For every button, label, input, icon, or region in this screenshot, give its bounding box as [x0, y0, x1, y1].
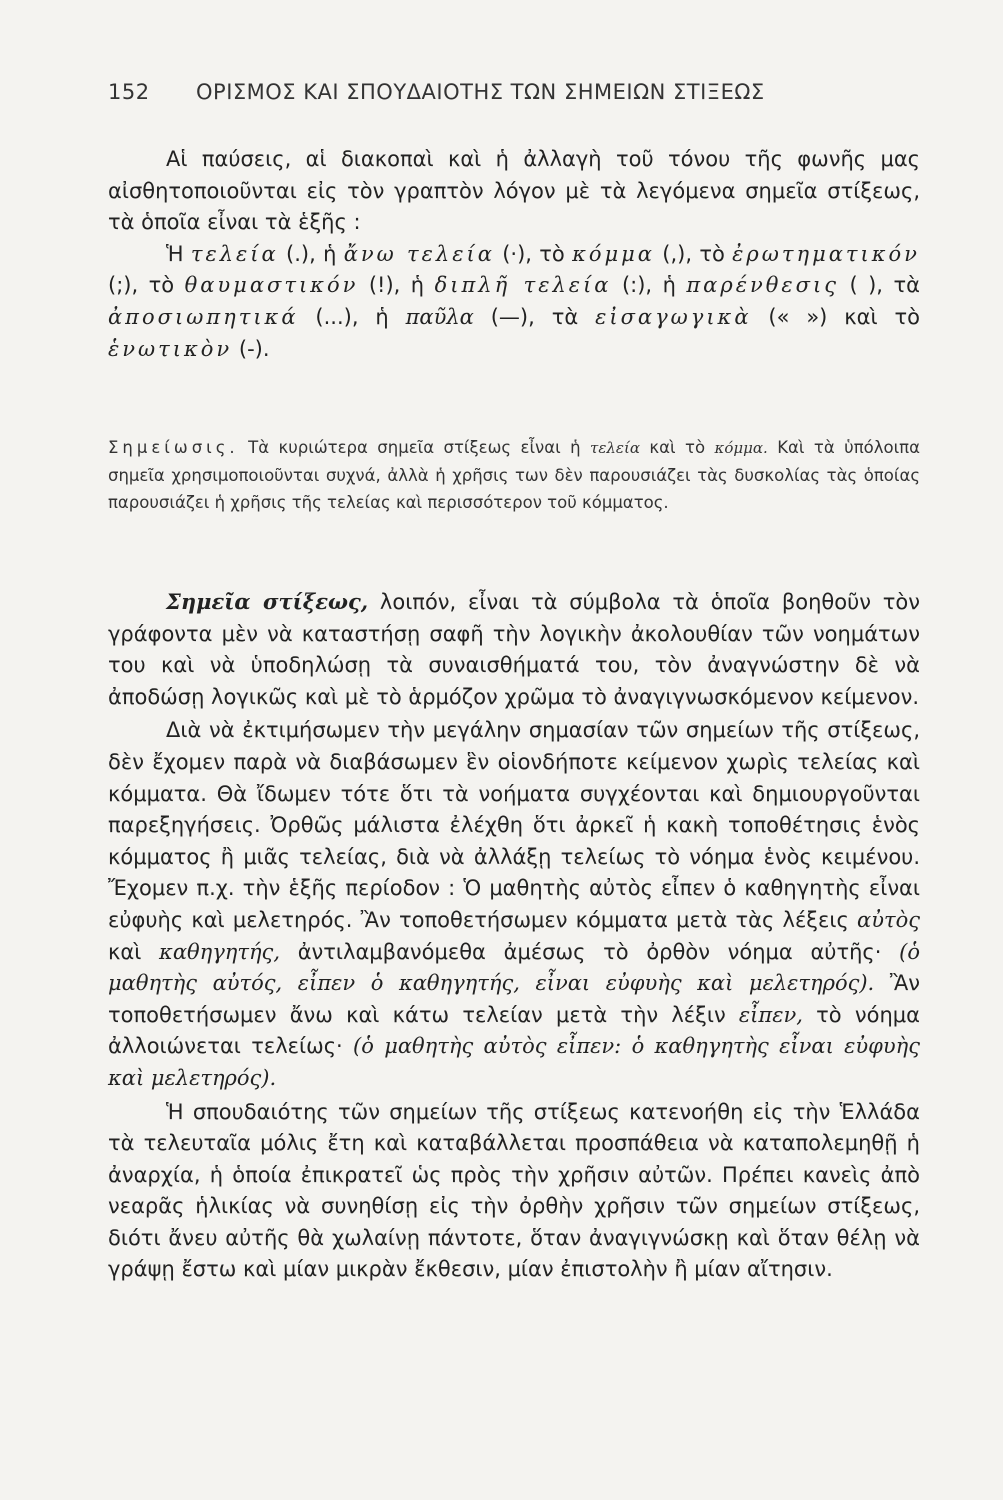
term-teleia: τελεία	[190, 241, 279, 266]
symbol-teleia: (.),	[286, 241, 316, 266]
term-ano-teleia: ἄνω τελεία	[343, 241, 495, 266]
note-word-komma: κόμμα.	[714, 439, 768, 457]
marks-list-paragraph	[108, 239, 920, 365]
article-9: ἡ	[375, 304, 389, 329]
article-1: Ἡ	[166, 241, 184, 266]
importance-italic-5: (ὁ μαθητὴς αὐτὸς εἶπεν: ὁ καθηγητὴς εἶναι εὐφυὴς καὶ μελετηρός).	[108, 1034, 920, 1090]
symbol-aposiopitika: (...),	[315, 304, 359, 329]
symbol-ano-teleia: (·),	[502, 241, 532, 266]
article-4: τὸ	[699, 241, 725, 266]
importance-text-5: τὸ νόημα ἀλλοιώνεται τελείως·	[108, 1002, 920, 1059]
importance-italic-2: καθηγητής,	[159, 939, 280, 964]
note-block	[108, 434, 920, 516]
note-word-teleia: τελεία	[590, 439, 640, 457]
article-3: τὸ	[539, 241, 565, 266]
symbol-pavla: (—),	[490, 304, 535, 329]
conjunction: καὶ	[844, 304, 878, 329]
article-6: ἡ	[410, 273, 425, 298]
term-dipli-teleia: διπλῆ τελεία	[434, 273, 612, 298]
symbol-dipli-teleia: (:),	[621, 273, 653, 298]
note-paragraph	[108, 434, 920, 516]
article-5: τὸ	[148, 273, 175, 298]
importance-paragraph	[108, 715, 920, 1094]
intro-section	[108, 144, 920, 365]
symbol-parenthesis: ( ),	[849, 273, 883, 298]
article-11: τὸ	[894, 304, 920, 329]
note-text-3: Καὶ τὰ ὑπόλοιπα σημεῖα χρησιμοποιοῦνται συχνά, ἀλλὰ ἡ χρῆσις των δὲν παρουσιάζει τὰς δυσκολίας τὰς ὁποίας παρουσιάζει ἡ χρῆσις τῆς τελείας καὶ περισσότερον τοῦ κόμματος.	[108, 438, 920, 512]
article-7: ἡ	[662, 273, 676, 298]
symbol-thavmastikon: (!),	[368, 273, 401, 298]
article-10: τὰ	[551, 304, 579, 329]
definition-paragraph	[108, 586, 920, 713]
term-aposiopitika: ἀποσιωπητικά	[108, 304, 299, 329]
importance-italic-3: (ὁ μαθητὴς αὐτός, εἶπεν ὁ καθηγητής, εἶναι εὐφυὴς καὶ μελετηρός).	[108, 939, 920, 996]
definition-text: λοιπόν, εἶναι τὰ σύμβολα τὰ ὁποῖα βοηθοῦν τὸν γράφοντα μὲν νὰ καταστήσῃ σαφῆ τὴν λογικὴν ἀκολουθίαν τῶν νοημάτων του καὶ νὰ ὑποδηλώσῃ τὰ συναισθήματά του, τὸν ἀναγνώστην δὲ νὰ ἀποδώσῃ λογικῶς καὶ μὲ τὸ ἁρμόζον χρῶμα τὸ ἀναγιγνωσκόμενον κείμενον.	[108, 590, 920, 709]
definition-term: Σημεῖα στίξεως,	[166, 589, 369, 614]
term-thavmastikon: θαυμαστικόν	[184, 273, 359, 298]
importance-text-1: Διὰ νὰ ἐκτιμήσωμεν τὴν μεγάλην σημασίαν τῶν σημείων τῆς στίξεως, δὲν ἔχομεν παρὰ νὰ διαβάσωμεν ἓν οἱονδήποτε κείμενον χωρὶς τελείας καὶ κόμματα. Θὰ ἴδωμεν τότε ὅτι τὰ νοήματα συγχέονται καὶ δημιουργοῦνται παρεξηγήσεις. Ὀρθῶς μάλιστα ἐλέχθη ὅτι ἀρκεῖ ἡ κακὴ τοποθέτησις ἑνὸς κόμματος ἢ μιᾶς τελείας, διὰ νὰ ἀλλάξῃ τελείως τὸ νόημα ἑνὸς κειμένου. Ἔχομεν π.χ. τὴν ἑξῆς περίοδον : Ὁ μαθητὴς αὐτὸς εἶπεν ὁ καθηγητὴς εἶναι εὐφυὴς καὶ μελετηρός. Ἂν τοποθετήσωμεν κόμματα μετὰ τὰς λέξεις	[108, 718, 920, 932]
main-section	[108, 586, 920, 1286]
article-8: τὰ	[893, 273, 920, 298]
symbol-erotimatikon: (;),	[108, 273, 139, 298]
page-number: 152	[108, 80, 150, 104]
note-text-2: καὶ τὸ	[649, 438, 706, 457]
intro-text: Αἱ παύσεις, αἱ διακοπαὶ καὶ ἡ ἀλλαγὴ τοῦ τόνου τῆς φωνῆς μας αἰσθητοποιοῦνται εἰς τὸν γραπτὸν λόγον μὲ τὰ λεγόμενα σημεῖα στίξεως, τὰ ὁποῖα εἶναι τὰ ἑξῆς :	[108, 147, 920, 235]
article-2: ἡ	[323, 241, 337, 266]
note-label: Σημείωσις.	[108, 438, 239, 457]
chapter-title: ΟΡΙΣΜΟΣ ΚΑΙ ΣΠΟΥΔΑΙΟΤΗΣ ΤΩΝ ΣΗΜΕΙΩΝ ΣΤΙΞΕΩΣ	[196, 80, 765, 104]
symbol-eisagogika: (« »)	[768, 304, 828, 329]
term-enotikon: ἑνωτικὸν	[108, 336, 233, 361]
importance-text-4: Ἂν τοποθετήσωμεν ἄνω καὶ κάτω τελείαν μετὰ τὴν λέξιν	[108, 971, 920, 1027]
importance-italic-1: αὐτὸς	[857, 907, 920, 932]
term-parenthesis: παρένθεσις	[686, 273, 839, 298]
note-text-1: Τὰ κυριώτερα σημεῖα στίξεως εἶναι ἡ	[248, 438, 581, 457]
importance-italic-4: εἶπεν,	[738, 1002, 803, 1027]
importance-text-2: καὶ	[108, 939, 142, 964]
closing-paragraph	[108, 1097, 920, 1287]
term-eisagogika: εἰσαγωγικὰ	[595, 304, 752, 329]
term-pavla: παῦλα	[405, 304, 474, 329]
intro-paragraph	[108, 144, 920, 239]
closing-text: Ἡ σπουδαιότης τῶν σημείων τῆς στίξεως κατενοήθη εἰς τὴν Ἑλλάδα τὰ τελευταῖα μόλις ἔτη καὶ καταβάλλεται προσπάθεια νὰ καταπολεμηθῇ ἡ ἀναρχία, ἡ ὁποία ἐπικρατεῖ ὡς πρὸς τὴν χρῆσιν αὐτῶν. Πρέπει κανεὶς ἀπὸ νεαρᾶς ἡλικίας νὰ συνηθίσῃ εἰς τὴν ὀρθὴν χρῆσιν τῶν σημείων στίξεως, διότι ἄνευ αὐτῆς θὰ χωλαίνῃ πάντοτε, ὅταν ἀναγιγνώσκῃ καὶ ὅταν θέλῃ νὰ γράψῃ ἔστω καὶ μίαν μικρὰν ἔκθεσιν, μίαν ἐπιστολὴν ἢ μίαν αἴτησιν.	[108, 1099, 920, 1282]
running-header	[108, 80, 908, 104]
symbol-komma: (,),	[662, 241, 693, 266]
symbol-enotikon: (-).	[238, 336, 270, 361]
term-erotimatikon: ἐρωτηματικόν	[732, 241, 920, 266]
importance-text-3: ἀντιλαμβανόμεθα ἀμέσως τὸ ὀρθὸν νόημα αὐτῆς·	[297, 939, 882, 964]
term-komma: κόμμα	[572, 241, 655, 266]
